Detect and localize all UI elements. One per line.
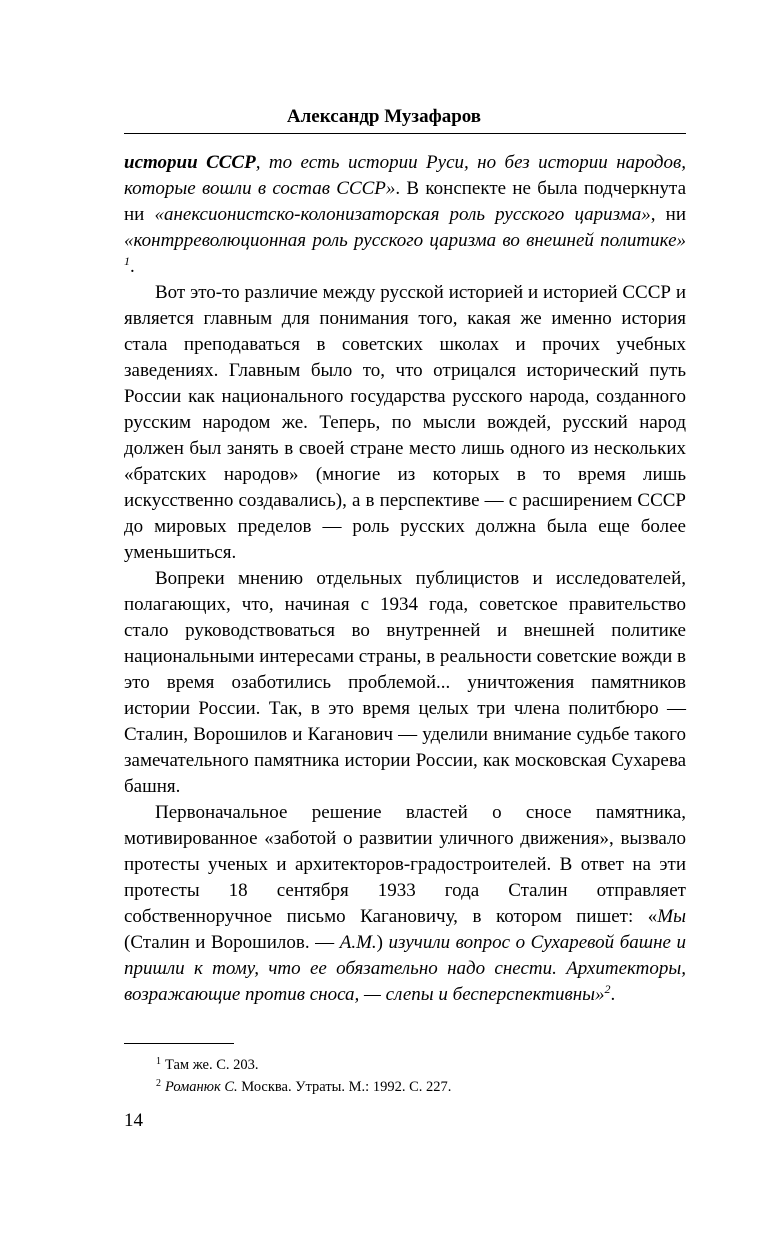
footnote-text: Москва. Утраты. М.: 1992. С. 227. xyxy=(237,1079,452,1095)
paragraph-1 xyxy=(124,150,686,280)
header-rule xyxy=(124,133,686,134)
footnote-author: Романюк С. xyxy=(165,1079,238,1095)
footnote-2 xyxy=(156,1076,686,1098)
paragraph-2: Вот это-то различие между русской историей и историей СССР и является главным для понимания того, какая же именно история стала преподаваться в советских школах и прочих учебных заведениях. Главным было то, что отрицался исторический путь России как национального государства русского народа, созданного русским народом же. Теперь, по мысли вождей, русский народ должен был занять в своей стране место лишь одного из нескольких «братских народов» (многие из которых в то время лишь искусственно создавались), а в перспективе — с расширением СССР до мировых пределов — роль русских должна была еще более уменьшиться. xyxy=(124,282,686,563)
footnote-ref-1: 1 xyxy=(124,254,130,268)
paragraph-4 xyxy=(124,800,686,1008)
text-run: . В конспекте не была подчеркнута ни xyxy=(124,178,687,225)
footnote-1 xyxy=(156,1054,686,1076)
paragraph-3: Вопреки мнению отдельных публицистов и исследователей, полагающих, что, начиная с 1934 года, советское правительство стало руководствоваться во внутренней и внешней политике национальными интересами страны, в реальности советские вожди в это время озаботились проблемой... уничтожения памятников истории России. Так, в это время целых три члена политбюро — Сталин, Ворошилов и Каганович — уделили внимание судьбе такого замечательного памятника истории России, как московская Сухарева башня. xyxy=(124,568,686,797)
footnote-ref-2: 2 xyxy=(604,982,611,996)
text-run: (Сталин и Ворошилов. — xyxy=(124,932,340,953)
italic-quote: , то есть истории Руси, но без истории народов, которые вошли в состав СССР» xyxy=(124,152,686,199)
footnote-number: 1 xyxy=(156,1056,161,1067)
emphasis-ussr-history: истории СССР xyxy=(124,152,256,173)
italic-quote: «анексионистско-колонизаторская роль русского царизма» xyxy=(154,204,651,225)
italic-quote: «контрреволюционная роль русского царизма во внешней политике» xyxy=(124,230,686,251)
footnote-text: Там же. С. 203. xyxy=(165,1057,259,1073)
running-title: Александр Музафаров xyxy=(286,106,482,127)
text-run: , ни xyxy=(650,204,686,225)
footnotes xyxy=(156,1054,686,1098)
author-initials: А.М. xyxy=(339,932,377,953)
footnote-number: 2 xyxy=(156,1078,161,1089)
text-run: . xyxy=(610,984,616,1005)
text-run: . xyxy=(130,256,135,277)
italic-quote: Мы xyxy=(657,906,686,927)
footnote-rule xyxy=(124,1043,234,1044)
page-number: 14 xyxy=(124,1110,143,1131)
italic-quote: изучили вопрос о Сухаревой башне и пришли к тому, что ее обязательно надо снести. Архитекторы, возражающие против сноса, — слепы и бесперспективны» xyxy=(124,932,686,1005)
main-text xyxy=(124,150,686,1008)
text-run: ) xyxy=(376,932,389,953)
text-run: Первоначальное решение властей о сносе памятника, мотивированное «заботой о развитии уличного движения», вызвало протесты ученых и архитекторов-градостроителей. В ответ на эти протесты 18 сентября 1933 года Сталин отправляет собственноручное письмо Кагановичу, в котором пишет: « xyxy=(124,802,686,927)
